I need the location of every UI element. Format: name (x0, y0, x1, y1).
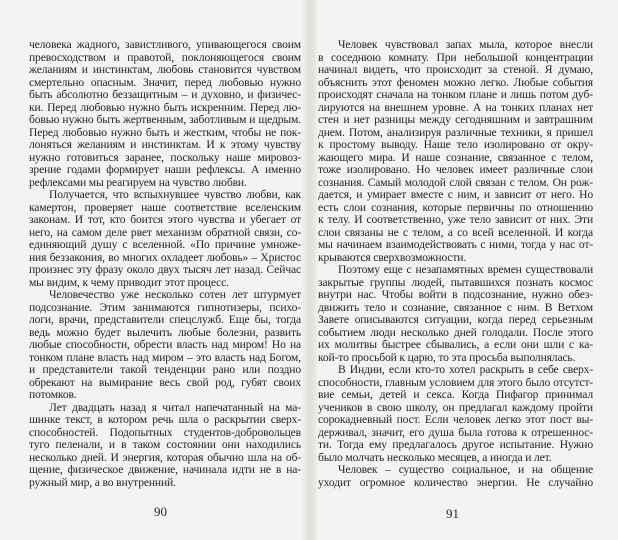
text-line: Человек чувствовал запах мыла, которое внесли (338, 38, 593, 51)
text-line: В Индии, если кто-то хотел раскрыть в себе сверх- (338, 363, 593, 376)
text-line: ружный мир, а во внутренний. (29, 475, 176, 489)
text-line: тоже изолировано. Но человек имеет различные слои (318, 163, 593, 176)
text-line: камертон, проверяет наше соответствие вселенским (29, 200, 301, 214)
text-line: Человек – существо социальное, и на общение (338, 463, 593, 476)
text-line: потомков. (29, 388, 77, 401)
text-line: Поэтому еще с незапамятных времен существовали (338, 263, 593, 276)
text-line: ки. Перед любовью нужно быть искренним. Перед лю- (29, 100, 301, 114)
text-line: движить тело и сознание, связанное с ним. В Ветхом (318, 300, 593, 314)
text-line: ведь можно будет вылечить любые болезни, развить (29, 325, 301, 339)
text-line: ния беззакония, во многих охладеет любовь» – Христос (29, 250, 301, 264)
text-line: желаниям и инстинктам, любовь становится чувством (29, 63, 301, 76)
text-line: уходит огромное количество энергии. Не случайно (318, 475, 593, 489)
text-line: щение, физическое движение, начинала идти не в на- (29, 463, 301, 476)
text-line: произнес эту фразу около двух тысяч лет назад. Сейчас (29, 263, 301, 276)
right-page-text (318, 39, 593, 489)
text-line: крываются сверхвозможности. (318, 250, 467, 264)
text-line: днем. Потом, анализируя различные техники, я пришел (318, 125, 593, 139)
text-line: шинке текст, в котором речь шла о раскрытии сверх- (29, 413, 301, 426)
text-line: способности, главным условием для этого было отсутст- (318, 375, 593, 389)
text-line: кой-то просьбой к царю, то эта просьба выполнялась. (318, 350, 576, 364)
book-gutter (301, 0, 317, 540)
text-line: мы начинаем взаимодействовать с ними, тогда у нас от- (318, 238, 593, 251)
text-line: лируются на внешнем уровне. А на тонких планах нет (318, 100, 593, 114)
text-line: к телу. И соответственно, уже тело зависит от них. Эти (318, 213, 593, 226)
text-line: начинал видеть, что происходит за стеной. Я думаю, (318, 63, 593, 76)
text-line: ти. Тогда ему предлагалось другое испытание. Нужно (318, 438, 593, 451)
text-line: законам. И тот, кто боится этого чувства и убегает от (29, 213, 301, 226)
text-line: происходят сначала на тонком плане и лишь потом дуб- (318, 88, 593, 101)
text-line: Получается, что вспыхнувшее чувство любви, как (49, 188, 301, 201)
text-line: превосходством и правотой, поклоняющегося своим (29, 50, 301, 64)
text-line: человека жадного, завистливого, упивающегося своим (29, 38, 301, 51)
text-line: в соседнюю комнату. При небольшой концентрации (318, 50, 593, 64)
text-line: Перед любовью нужно быть и жестким, чтобы не пок- (29, 125, 301, 139)
text-line: к простому выводу. Наше тело изолировано от окру- (318, 138, 593, 151)
text-line: и представители такой тенденции рано или поздно (29, 363, 301, 376)
text-line: Завете описываются ситуации, когда перед серьезным (318, 313, 593, 326)
text-line: мы видим, к чему приводит этот процесс. (29, 275, 229, 289)
text-line: логи, врачи, представители спецслужб. Еще бы, тогда (29, 313, 301, 326)
text-line: туго пеленали, и в таком состоянии они находились (29, 438, 301, 451)
text-line: слои связаны не с телом, а со всей вселенной. И когда (318, 225, 593, 239)
left-page-text (29, 39, 301, 489)
text-line: обрекают на вымирание весь свой род, губят своих (29, 375, 301, 389)
text-line: держивал, значит, его душа была готова к отрешеннос- (318, 425, 593, 439)
text-line: жающего мира. И наше сознание, связанное с телом, (318, 150, 593, 164)
text-line: него, на самом деле рвет механизм обратной связи, со- (29, 225, 301, 239)
text-line: дается, и умирает вместе с ним, и зависит от него. Но (318, 188, 593, 201)
text-line: подсознание. Этим занимаются гипнотизеры, психо- (29, 300, 301, 314)
text-line: зрение годами формирует наши рефлексы. А именно (29, 163, 301, 176)
text-line: тонком плане власть над миром – это власть над Богом, (29, 350, 301, 364)
text-line: рефлексами мы реагируем на чувство любви. (29, 175, 247, 189)
text-line: вие семьи, детей и секса. Когда Пифагор принимал (318, 388, 593, 401)
text-line: бовью нужно быть жертвенным, заботливым и щедрым. (29, 113, 301, 126)
left-page-number: 90 (154, 504, 167, 519)
text-line: смертельно опасным. Значит, перед любовью нужно (29, 75, 301, 89)
text-line: закрытые группы людей, пытавшихся познать космос (318, 275, 593, 289)
text-line: стен и нет разницы между сегодняшним и завтрашним (318, 113, 593, 126)
right-page-number: 91 (446, 506, 459, 521)
text-line: было молчать несколько месяцев, а иногда и лет. (318, 450, 552, 464)
text-line: учеников в свою школу, он предлагал каждому пройти (318, 400, 593, 414)
text-line: быть абсолютно беззащитным – и духовно, и физичес- (29, 88, 301, 101)
text-line: объяснить этот феномен можно легко. Любые события (318, 75, 593, 89)
text-line: единяющий душу с вселенной. «По причине умноже- (29, 238, 301, 251)
text-line: событием люди несколько дней голодали. После этого (318, 325, 593, 339)
text-line: лоняться желаниям и инстинктам. И к этому чувству (29, 138, 301, 151)
text-line: Человечество уже несколько сотен лет штурмует (49, 288, 301, 301)
text-line: несколько дней. И энергия, которая обычно шла на об- (29, 450, 301, 464)
text-line: их молитвы быстрее сбывались, а если они шли с ка- (318, 338, 593, 351)
text-line: способностей. Подопытных студентов-добровольцев (29, 425, 301, 439)
text-line: сознания. Самый молодой слой связан с телом. Он рож- (318, 175, 593, 189)
text-line: Лет двадцать назад я читал напечатанный на ма- (49, 400, 301, 414)
text-line: сорокадневный пост. Если человек легко этот пост вы- (318, 413, 593, 426)
text-line: есть слои сознания, которые первичны по отношению (318, 200, 593, 214)
text-line: любые способности, обрести власть над миром! Но на (29, 338, 301, 351)
text-line: нужно готовиться заранее, поскольку наше мировоз- (29, 150, 301, 164)
text-line: внутри нас. Чтобы войти в подсознание, нужно обез- (318, 288, 593, 301)
